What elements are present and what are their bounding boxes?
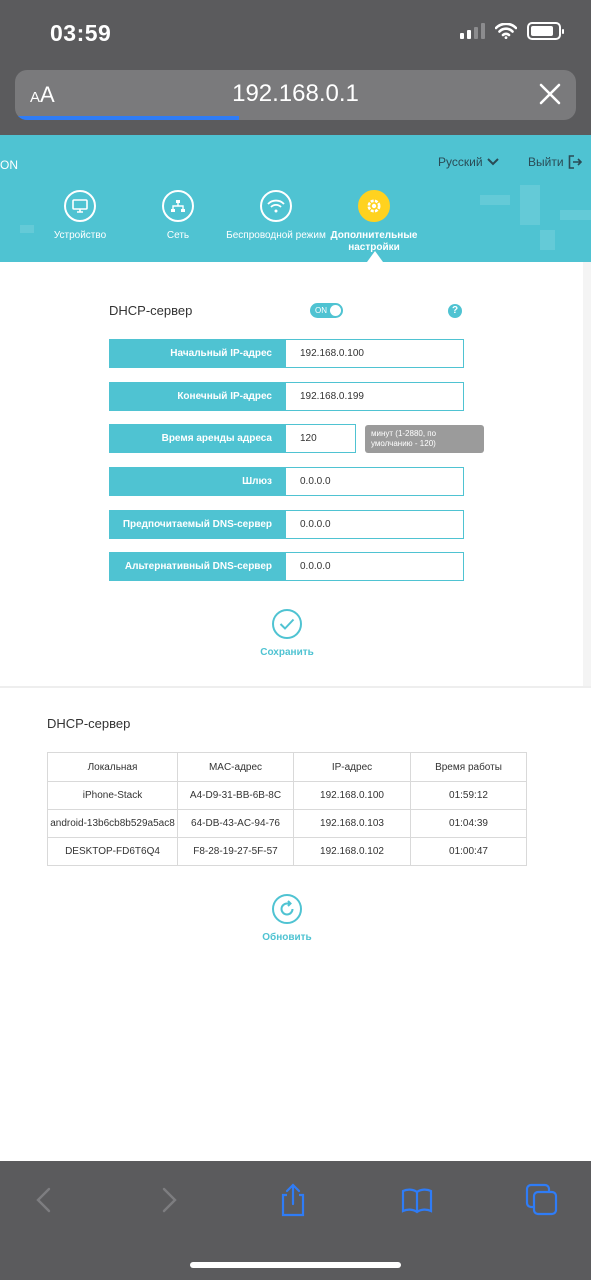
status-time: 03:59 [50,20,112,46]
nav-item-wireless[interactable] [221,190,331,242]
refresh-label: Обновить [262,932,312,943]
table-cell: 192.168.0.100 [294,782,411,810]
dhcp-clients-table [47,752,527,866]
table-row [48,838,527,866]
nav-label: Сеть [166,230,190,241]
column-header: IP-адрес [294,753,411,782]
chevron-down-icon [487,158,499,166]
cellular-signal-icon [460,23,485,39]
table-header-row [48,753,527,782]
logout-icon [568,155,582,169]
save-label: Сохранить [260,647,314,658]
gateway-input[interactable]: 0.0.0.0 [286,467,464,496]
table-cell: 192.168.0.103 [294,810,411,838]
nav-label: Беспроводной режим [226,230,326,241]
field-label: Шлюз [109,467,286,496]
table-cell: F8-28-19-27-5F-57 [178,838,294,866]
url-text[interactable]: 192.168.0.1 [232,80,359,107]
field-label: Конечный IP-адрес [109,382,286,411]
table-cell: 64-DB-43-AC-94-76 [178,810,294,838]
column-header: MAC-адрес [178,753,294,782]
toggle-knob [330,305,341,316]
section-divider [0,686,591,688]
help-icon[interactable]: ? [448,304,462,318]
table-cell: DESKTOP-FD6T6Q4 [48,838,178,866]
end-ip-input[interactable]: 192.168.0.199 [286,382,464,411]
battery-icon [527,22,561,40]
field-start-ip [109,339,464,368]
toggle-label: ON [315,306,327,315]
column-header: Время работы [411,753,527,782]
field-label: Время аренды адреса [109,424,286,453]
primary-dns-input[interactable]: 0.0.0.0 [286,510,464,539]
table-cell: A4-D9-31-BB-6B-8C [178,782,294,810]
check-icon [272,609,302,639]
back-icon[interactable] [28,1183,62,1217]
table-cell: 192.168.0.102 [294,838,411,866]
active-nav-pointer [367,251,383,262]
close-icon[interactable] [536,80,564,108]
wifi-icon [260,190,292,222]
table-row [48,782,527,810]
field-label: Предпочитаемый DNS-сервер [109,510,286,539]
start-ip-input[interactable]: 192.168.0.100 [286,339,464,368]
share-icon[interactable] [276,1183,310,1217]
field-secondary-dns [109,552,464,581]
dhcp-settings-panel [0,262,591,687]
field-gateway [109,467,464,496]
logout-link[interactable] [528,155,582,169]
wifi-status-icon [495,23,517,39]
network-icon [162,190,194,222]
column-header: Локальная [48,753,178,782]
table-cell: iPhone-Stack [48,782,178,810]
page-load-progress [15,116,239,120]
address-bar[interactable] [15,70,576,120]
nav-item-device[interactable] [25,190,135,242]
tabs-icon[interactable] [525,1183,559,1217]
field-primary-dns [109,510,464,539]
refresh-button[interactable] [247,894,327,943]
bookmarks-icon[interactable] [400,1183,434,1217]
nav-label: Устройство [53,230,107,241]
lease-time-input[interactable]: 120 [286,424,356,453]
logout-label: Выйти [528,155,564,169]
field-label: Альтернативный DNS-сервер [109,552,286,581]
field-lease-time [109,424,356,453]
field-end-ip [109,382,464,411]
nav-label: Дополнительные настройки [330,230,418,253]
panel-edge [583,262,591,687]
section-title: DHCP-сервер [109,303,193,318]
language-selector[interactable] [438,155,499,169]
router-header [0,135,591,262]
field-label: Начальный IP-адрес [109,339,286,368]
table-row [48,810,527,838]
table-cell: 01:59:12 [411,782,527,810]
main-nav [0,190,591,262]
table-cell: android-13b6cb8b529a5ac8 [48,810,178,838]
nav-item-advanced[interactable] [319,190,429,254]
home-indicator [190,1262,401,1268]
forward-icon[interactable] [151,1183,185,1217]
table-cell: 01:00:47 [411,838,527,866]
clients-title: DHCP-сервер [47,716,131,731]
language-label: Русский [438,155,483,169]
nav-item-network[interactable] [123,190,233,242]
lease-time-hint: минут (1-2880, по умолчанию - 120) [365,425,484,453]
refresh-icon [272,894,302,924]
text-size-button[interactable]: AA [30,82,55,107]
secondary-dns-input[interactable]: 0.0.0.0 [286,552,464,581]
brand-logo: ON [0,158,18,172]
status-icons [460,22,561,40]
monitor-icon [64,190,96,222]
ios-top-chrome [0,0,591,135]
table-cell: 01:04:39 [411,810,527,838]
save-button[interactable] [247,609,327,658]
gear-icon [358,190,390,222]
dhcp-toggle[interactable] [310,303,343,318]
